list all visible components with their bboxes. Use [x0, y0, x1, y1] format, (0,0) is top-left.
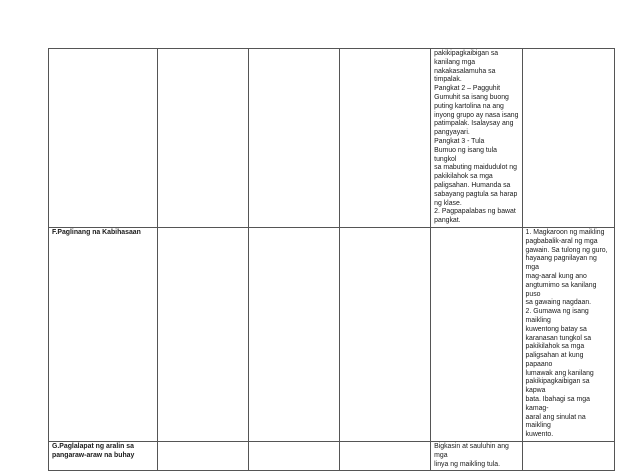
row-label: G.Paglalapat ng aralin sa pangaraw-araw na buhay: [49, 442, 158, 471]
table-cell: [339, 49, 430, 228]
table-row: [49, 442, 615, 471]
table-cell: [158, 49, 249, 228]
table-cell: [158, 227, 249, 441]
table-row: [49, 227, 615, 441]
table-cell: [249, 442, 339, 471]
table-cell: [522, 442, 614, 471]
row-label: [49, 49, 158, 228]
lesson-plan-table: [48, 48, 615, 471]
table-cell: [522, 49, 614, 228]
table-cell: [431, 227, 522, 441]
table-row: [49, 49, 615, 228]
table-cell: [339, 442, 430, 471]
table-cell: [339, 227, 430, 441]
table-cell: 1. Magkaroon ng maikling pagbabalik-aral ng mga gawain. Sa tulong ng guro, hayaang pagnilayan ng mga mag-aaral kung ano angtumimo sa kanilang puso sa gawaing nagdaan. 2. Gumawa ng isang maikling kuwentong batay sa karanasan tungkol sa pakikilahok sa mga paligsahan at kung papaano lumawak ang kanilang pakikipagkaibigan sa kapwa bata. Ibahagi sa mga kamag- aaral ang sinulat na maikling kuwento.: [522, 227, 614, 441]
row-label: F.Paglinang na Kabihasaan: [49, 227, 158, 441]
table-cell: pakikipagkaibigan sa kanilang mga nakakasalamuha sa timpalak. Pangkat 2 – Pagguhit Gumuhit sa isang buong puting kartolina na ang inyong grupo ay nasa isang patimpalak. Isalaysay ang pangyayari. Pangkat 3 - Tula Bumuo ng isang tula tungkol sa mabuting maidudulot ng pakikilahok sa mga paligsahan. Humanda sa sabayang pagtula sa harap ng klase. 2. Pagpapalabas ng bawat pangkat.: [431, 49, 522, 228]
table-cell: [249, 227, 339, 441]
table-cell: [249, 49, 339, 228]
table-cell: [158, 442, 249, 471]
table-cell: Bigkasin at sauluhin ang mga linya ng maikling tula.: [431, 442, 522, 471]
